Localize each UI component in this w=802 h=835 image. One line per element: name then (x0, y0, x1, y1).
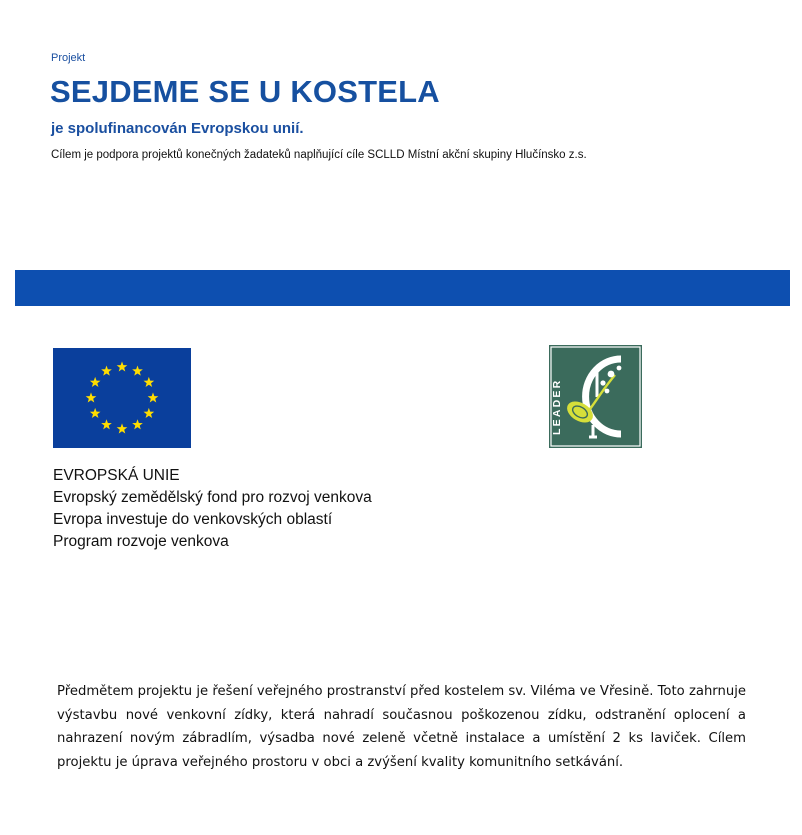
project-title: SEJDEME SE U KOSTELA (50, 74, 440, 109)
eu-fund-name: Evropský zemědělský fond pro rozvoj venkova (53, 489, 372, 506)
eu-fund-block (53, 465, 372, 553)
blue-divider-band (15, 270, 790, 306)
leader-logo-icon (549, 345, 642, 448)
project-kicker: Projekt (51, 52, 86, 64)
cofinancing-statement: je spolufinancován Evropskou unií. (51, 120, 304, 137)
eu-slogan: Evropa investuje do venkovských oblastí (53, 511, 333, 528)
project-description: Předmětem projektu je řešení veřejného prostranství před kostelem sv. Viléma ve Vřesině. Toto zahrnuje výstavbu nové venkovní zídky, která nahradí současnou poškozenou zídku, odstranění oplocení a nahrazení novým zábradlím, výsadba nové zeleně včetně instalace a umístění 2 ks laviček. Cílem projektu je úprava veřejného prostoru v obci a zvýšení kvality komunitního setkávání. (57, 684, 746, 770)
eu-flag-icon (53, 348, 191, 448)
project-aim: Cílem je podpora projektů konečných žadateků naplňující cíle SCLLD Místní akční skupiny Hlučínsko z.s. (51, 149, 587, 161)
leader-logo-text: LEADER (551, 378, 563, 435)
eu-name: EVROPSKÁ UNIE (53, 467, 180, 484)
eu-program-name: Program rozvoje venkova (53, 533, 229, 550)
